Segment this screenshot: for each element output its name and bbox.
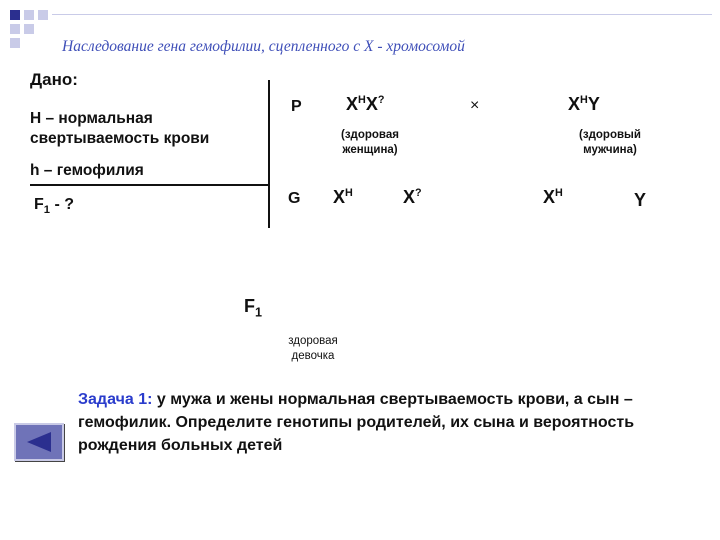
f1-base: F [34,196,44,213]
mother-genotype: $Х^НХ^?$ [346,94,385,114]
given-heading: Дано: [30,70,78,89]
corner-square-dark [10,10,20,20]
task-text [78,388,678,457]
gamete-mother-1: $Х^Н$ [333,187,353,207]
given-question [34,196,74,216]
header-rule [52,14,712,15]
given-divider-horizontal [30,184,270,186]
given-normal-allele-desc: свертываемость крови [30,130,210,147]
given-hemophilia-allele: h – гемофилия [30,162,144,179]
gamete-mother-2: Х? [403,187,422,207]
father-phenotype-note: (здоровый мужчина) [579,129,641,156]
task-body: у мужа и жены нормальная свертываемость крови, а сын – гемофилик. Определите генотипы родителей, их сына и вероятность рождения больных детей [78,391,635,454]
task-label: Задача 1: [78,391,153,408]
mother-phenotype-note: (здоровая женщина) [341,129,399,156]
corner-square-light [24,24,34,34]
back-button[interactable] [14,423,64,461]
parents-label: Р [291,98,302,115]
question-tail: - ? [50,196,75,213]
f1-label: $F_1$ [244,296,263,320]
slide-title: Наследование гена гемофилии, сцепленного с Х - хромосомой [62,38,465,55]
left-triangle-icon [25,430,53,454]
gamete-father-2: Y [634,190,647,210]
father-genotype: $Х^НY$ [568,94,600,114]
corner-square-light [10,24,20,34]
gamete-father-1: $Х^Н$ [543,187,563,207]
corner-square-light [24,10,34,20]
given-normal-allele: Н – нормальная [30,110,153,127]
cross-sign: × [470,97,480,114]
given-divider-vertical [268,80,270,228]
f1-sub: 1 [43,204,51,217]
corner-square-light [10,38,20,48]
offspring-note: здоровая девочка [288,335,338,362]
gametes-label: G [288,190,301,207]
corner-square-light [38,10,48,20]
